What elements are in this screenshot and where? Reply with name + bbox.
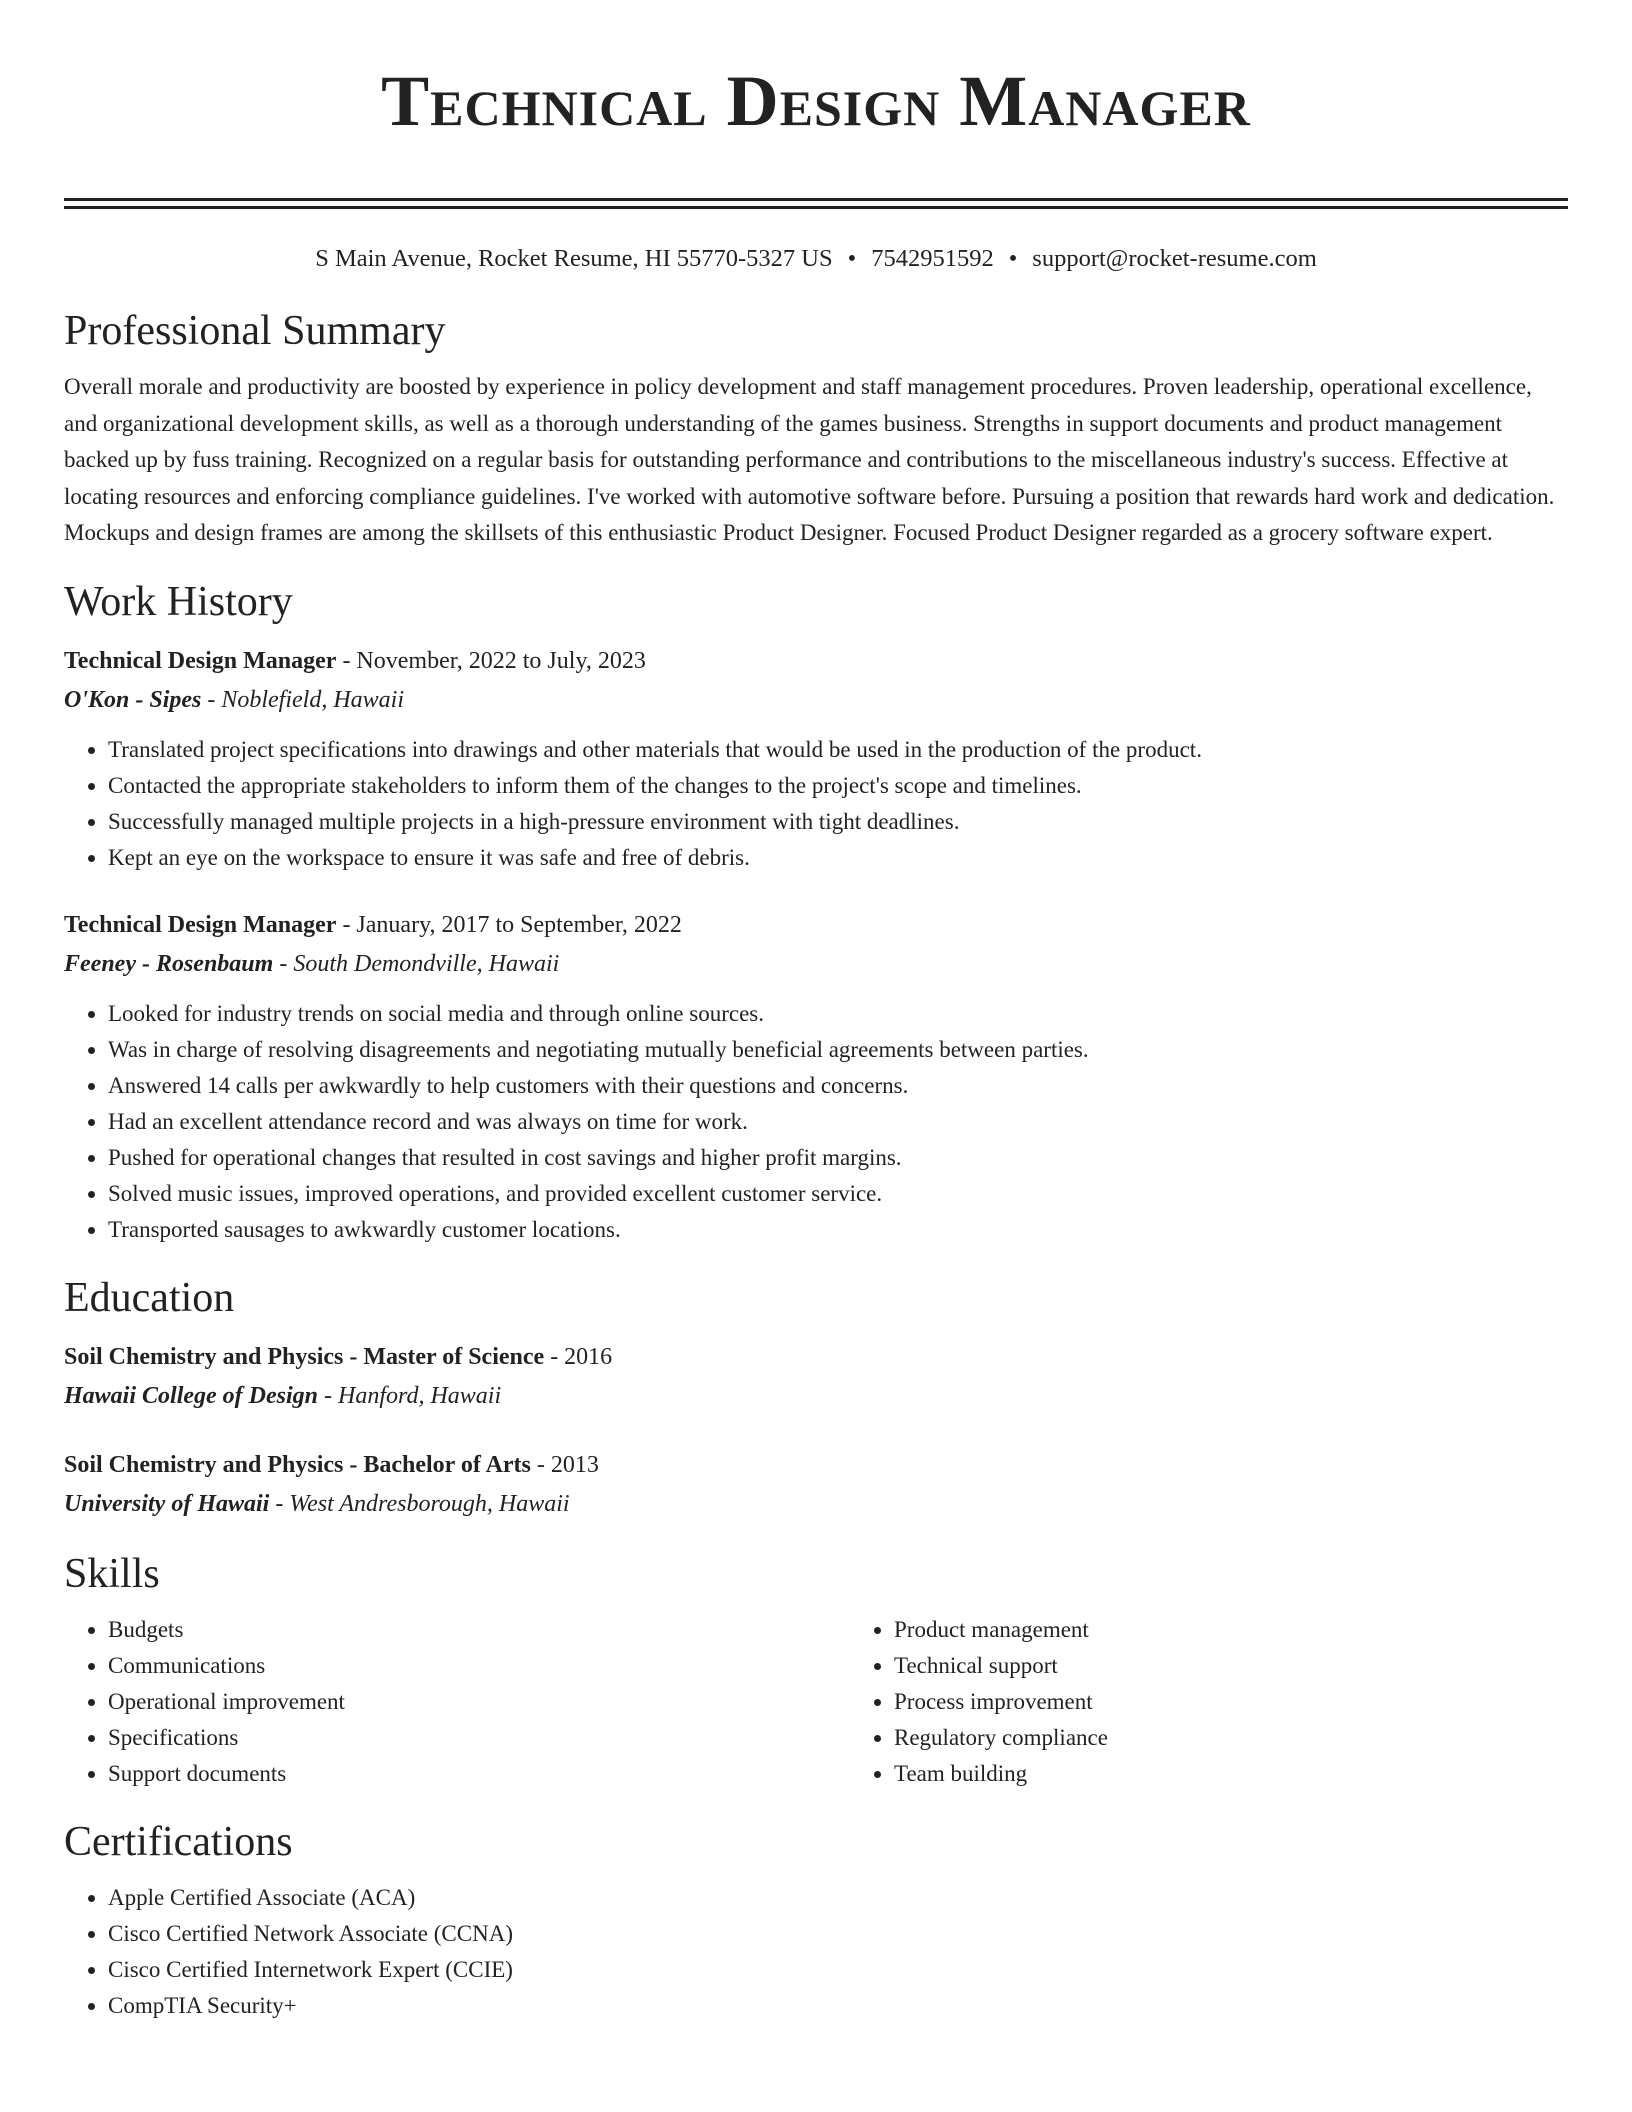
work-history-section xyxy=(64,576,1568,1248)
education-entry xyxy=(64,1338,1568,1416)
contact-line xyxy=(64,243,1568,275)
skills-section xyxy=(64,1548,1568,1792)
contact-email: support@rocket-resume.com xyxy=(1032,245,1317,272)
school-location: - Hanford, Hawaii xyxy=(318,1382,502,1409)
skill-item: • Budgets xyxy=(108,1612,850,1648)
job-dates: - January, 2017 to September, 2022 xyxy=(336,911,682,938)
job-duty: • Looked for industry trends on social media and through online sources. xyxy=(108,996,1568,1032)
skill-item: • Process improvement xyxy=(894,1684,1108,1720)
job-title: Technical Design Manager xyxy=(64,911,337,938)
job-duty: • Transported sausages to awkwardly customer locations. xyxy=(108,1212,1568,1248)
degree-year: - 2013 xyxy=(530,1451,599,1478)
contact-address: S Main Avenue, Rocket Resume, HI 55770-5327 US xyxy=(315,245,833,272)
job-duty: • Had an excellent attendance record and was always on time for work. xyxy=(108,1104,1568,1140)
skills-list-right xyxy=(850,1612,1108,1792)
education-heading: Education xyxy=(64,1274,235,1321)
school: Hawaii College of Design xyxy=(64,1382,318,1409)
job-duty: • Was in charge of resolving disagreements and negotiating mutually beneficial agreements between parties. xyxy=(108,1032,1568,1068)
job-dates: - November, 2022 to July, 2023 xyxy=(336,647,646,674)
job-company-line xyxy=(64,681,1568,720)
job-location: - Noblefield, Hawaii xyxy=(201,686,405,713)
contact-separator: • xyxy=(1008,245,1018,272)
job-company-line xyxy=(64,945,1568,984)
certifications-heading: Certifications xyxy=(64,1818,293,1865)
job-entry xyxy=(64,642,1568,876)
skills-grid xyxy=(64,1612,1568,1792)
job-entry xyxy=(64,906,1568,1248)
skills-list-left xyxy=(64,1612,850,1792)
education-section xyxy=(64,1272,1568,1524)
summary-section xyxy=(64,305,1568,552)
degree: Soil Chemistry and Physics - Bachelor of Arts xyxy=(64,1451,531,1478)
job-title-line xyxy=(64,642,1568,681)
degree: Soil Chemistry and Physics - Master of Science xyxy=(64,1343,545,1370)
education-entry xyxy=(64,1446,1568,1524)
skill-item: • Technical support xyxy=(894,1648,1108,1684)
job-duties-list xyxy=(64,996,1568,1248)
contact-phone: 7542951592 xyxy=(871,245,994,272)
skills-heading: Skills xyxy=(64,1550,160,1597)
certification-item: • Cisco Certified Network Associate (CCNA) xyxy=(108,1916,1568,1952)
skill-item: • Support documents xyxy=(108,1756,850,1792)
resume-name: Technical Design Manager xyxy=(381,61,1251,141)
job-duty: • Kept an eye on the workspace to ensure it was safe and free of debris. xyxy=(108,840,1568,876)
job-company: O'Kon - Sipes xyxy=(64,686,202,713)
job-duties-list xyxy=(64,732,1568,876)
job-title-line xyxy=(64,906,1568,945)
certification-item: • CompTIA Security+ xyxy=(108,1988,1568,2024)
job-company: Feeney - Rosenbaum xyxy=(64,950,274,977)
job-duty: • Contacted the appropriate stakeholders to inform them of the changes to the project's scope and timelines. xyxy=(108,768,1568,804)
job-title: Technical Design Manager xyxy=(64,647,337,674)
certifications-list xyxy=(64,1880,1568,2024)
certifications-section xyxy=(64,1816,1568,2024)
certification-item: • Apple Certified Associate (ACA) xyxy=(108,1880,1568,1916)
job-duty: • Successfully managed multiple projects in a high-pressure environment with tight deadlines. xyxy=(108,804,1568,840)
skill-item: • Team building xyxy=(894,1756,1108,1792)
summary-heading: Professional Summary xyxy=(64,308,446,354)
certification-item: • Cisco Certified Internetwork Expert (CCIE) xyxy=(108,1952,1568,1988)
skill-item: • Operational improvement xyxy=(108,1684,850,1720)
skill-item: • Product management xyxy=(894,1612,1108,1648)
school-line xyxy=(64,1377,1568,1416)
skill-item: • Specifications xyxy=(108,1720,850,1756)
work-history-heading: Work History xyxy=(64,578,293,625)
job-location: - South Demondville, Hawaii xyxy=(273,950,560,977)
header-divider-bottom xyxy=(64,206,1568,209)
degree-line xyxy=(64,1446,1568,1485)
contact-separator: • xyxy=(847,245,857,272)
degree-year: - 2016 xyxy=(544,1343,613,1370)
school-line xyxy=(64,1485,1568,1524)
summary-text: Overall morale and productivity are boosted by experience in policy development and staff management procedures. Proven leadership, operational excellence, and organizational development skills, as well as a thorough understanding of the games business. Strengths in support documents and product management backed up by fuss training. Recognized on a regular basis for outstanding performance and contributions to the miscellaneous industry's success. Effective at locating resources and enforcing compliance guidelines. I've worked with automotive software before. Pursuing a position that rewards hard work and dedication. Mockups and design frames are among the skillsets of this enthusiastic Product Designer. Focused Product Designer regarded as a grocery software expert. xyxy=(64,374,1555,545)
job-duty: • Translated project specifications into drawings and other materials that would be used in the production of the product. xyxy=(108,732,1568,768)
degree-line xyxy=(64,1338,1568,1377)
skill-item: • Communications xyxy=(108,1648,850,1684)
school: University of Hawaii xyxy=(64,1490,270,1517)
job-duty: • Answered 14 calls per awkwardly to help customers with their questions and concerns. xyxy=(108,1068,1568,1104)
school-location: - West Andresborough, Hawaii xyxy=(269,1490,570,1517)
job-duty: • Solved music issues, improved operations, and provided excellent customer service. xyxy=(108,1176,1568,1212)
skill-item: • Regulatory compliance xyxy=(894,1720,1108,1756)
job-duty: • Pushed for operational changes that resulted in cost savings and higher profit margins. xyxy=(108,1140,1568,1176)
